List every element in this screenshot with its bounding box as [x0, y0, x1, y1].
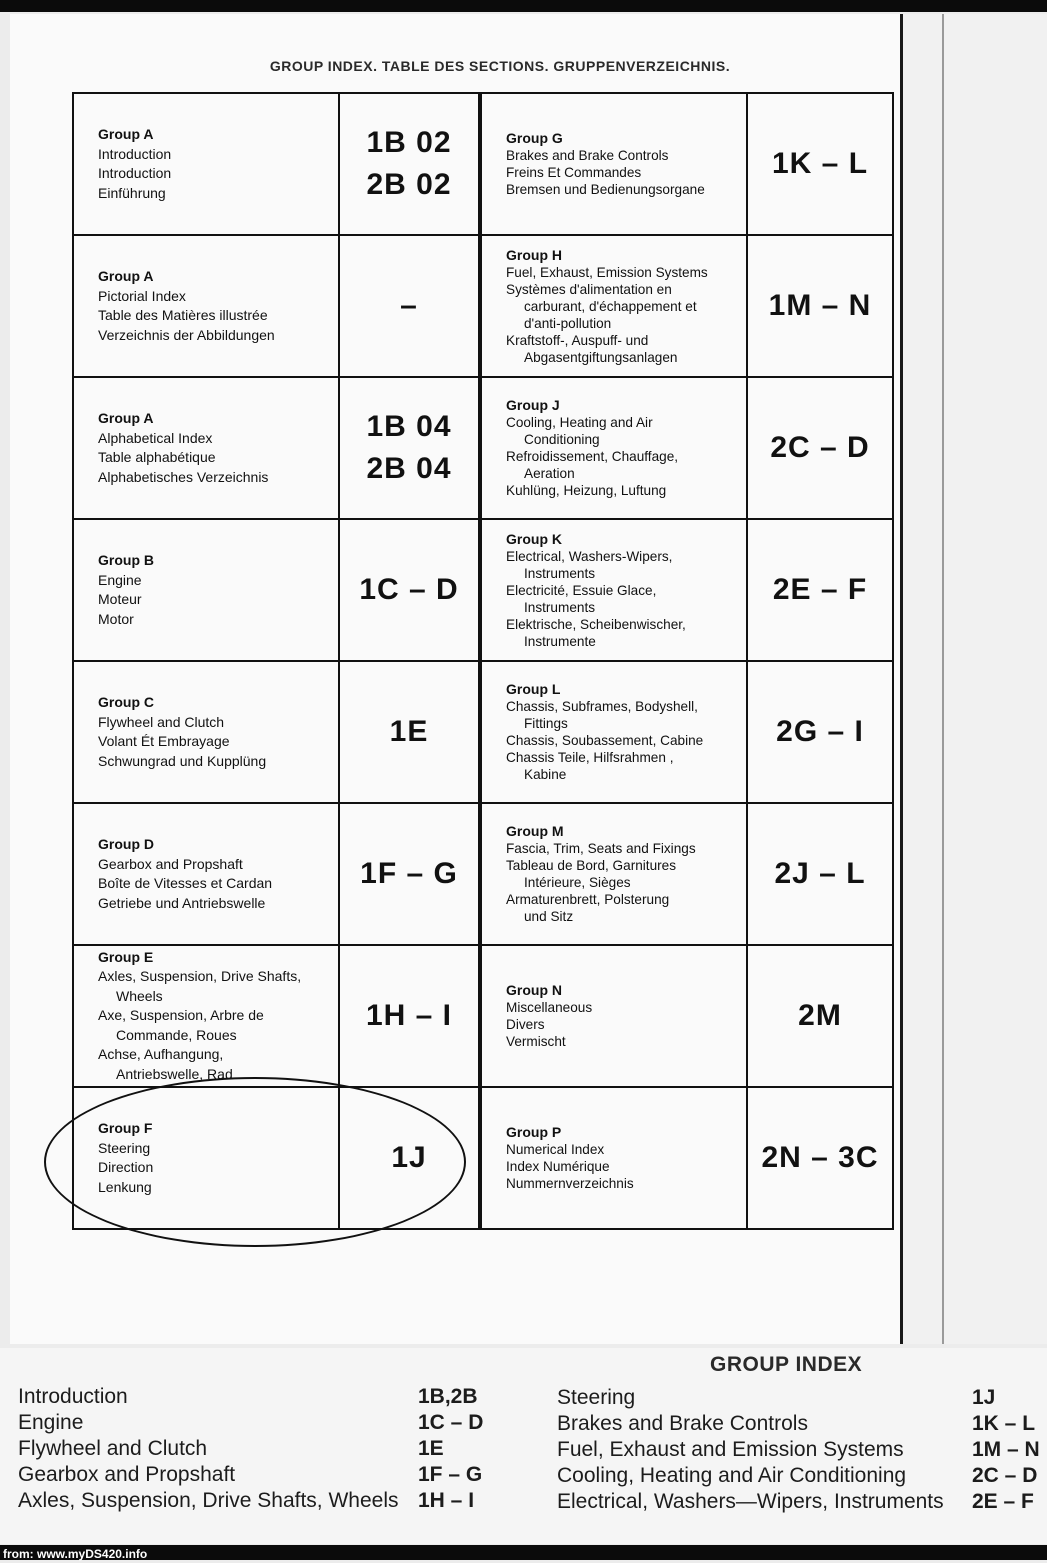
- microfiche-code-cell: [340, 804, 482, 946]
- group-index-table: [72, 92, 894, 1230]
- bottom-index-code: 2E – F: [972, 1490, 1034, 1513]
- microfiche-code: 1B 02: [366, 126, 452, 159]
- bottom-index-entry: [557, 1385, 1047, 1411]
- group-label: Group L: [506, 681, 561, 697]
- bottom-index-code: 1B,2B: [418, 1385, 478, 1408]
- group-title-line: d'anti-pollution: [524, 315, 612, 331]
- group-title-line: Divers: [506, 1017, 545, 1032]
- microfiche-code: 1C – D: [359, 573, 459, 606]
- microfiche-code: 2G – I: [776, 715, 864, 748]
- bottom-index-code: 1H – I: [418, 1489, 475, 1512]
- group-title-line: Conditioning: [524, 432, 600, 447]
- group-title-line: Lenkung: [98, 1178, 152, 1195]
- group-title-line: Motor: [98, 610, 134, 627]
- group-title-line: Instruments: [524, 565, 596, 581]
- microfiche-code-cell: [340, 946, 482, 1088]
- group-description-cell: [482, 1088, 748, 1230]
- bottom-index-label: Flywheel and Clutch: [18, 1437, 208, 1460]
- group-title-line: Commande, Roues: [116, 1026, 237, 1043]
- group-title-line: Alphabetical Index: [98, 429, 213, 446]
- group-title-line: Table des Matières illustrée: [98, 307, 268, 323]
- group-title-line: Kraftstoff-, Auspuff- und: [506, 332, 649, 348]
- group-title-line: und Sitz: [524, 909, 574, 924]
- group-title-line: Introduction: [98, 165, 172, 181]
- bottom-index-label: Brakes and Brake Controls: [557, 1412, 808, 1435]
- microfiche-code-cell: [340, 378, 482, 520]
- group-title-line: Freins Et Commandes: [506, 165, 642, 180]
- group-title-line: Fuel, Exhaust, Emission Systems: [506, 264, 708, 280]
- group-title-line: Instrumente: [524, 633, 596, 649]
- group-title-line: Brakes and Brake Controls: [506, 148, 669, 163]
- group-title-line: Electricité, Essuie Glace,: [506, 582, 657, 598]
- group-title-line: Refroidissement, Chauffage,: [506, 449, 679, 464]
- group-title-line: Numerical Index: [506, 1142, 605, 1157]
- group-title-line: Moteur: [98, 591, 142, 607]
- microfiche-code: 2M: [798, 999, 842, 1032]
- bottom-index-code: 2C – D: [972, 1464, 1038, 1487]
- group-title-line: Cooling, Heating and Air: [506, 415, 653, 430]
- microfiche-code: 2E – F: [772, 573, 868, 606]
- bottom-index-label: Electrical, Washers—Wipers, Instruments: [557, 1490, 944, 1513]
- bottom-index-label: Introduction: [18, 1385, 128, 1408]
- group-title-line: Instruments: [524, 599, 596, 615]
- microfiche-code: 2B 02: [366, 168, 452, 201]
- microfiche-code: 1E: [389, 715, 429, 748]
- bottom-index-entry: [557, 1411, 1047, 1437]
- group-description-cell: [482, 520, 748, 662]
- group-title-line: Aeration: [524, 466, 575, 481]
- group-label: Group E: [98, 948, 154, 965]
- bottom-index-code: 1J: [972, 1386, 996, 1409]
- group-description-cell: [74, 662, 340, 804]
- page-fold-line: [942, 14, 944, 1344]
- group-title-line: Direction: [98, 1159, 154, 1175]
- microfiche-code-cell: [748, 236, 894, 378]
- group-description-cell: [74, 520, 340, 662]
- group-description-cell: [74, 378, 340, 520]
- bottom-index-right-list: [557, 1385, 1047, 1515]
- group-title-line: Introduction: [98, 145, 172, 162]
- steering-highlight-circle: [44, 1077, 466, 1247]
- group-title-line: Einführung: [98, 184, 166, 201]
- group-title-line: Gearbox and Propshaft: [98, 855, 243, 872]
- adjacent-page-edge: [903, 14, 1047, 1344]
- bottom-index-entry: [18, 1462, 518, 1488]
- group-label: Group C: [98, 694, 154, 710]
- page-header: GROUP INDEX. TABLE DES SECTIONS. GRUPPENVERZEICHNIS.: [269, 58, 731, 74]
- group-title-line: Intérieure, Sièges: [524, 875, 631, 890]
- group-title-line: Axles, Suspension, Drive Shafts,: [98, 968, 302, 985]
- group-description-cell: [74, 804, 340, 946]
- group-title-line: Schwungrad und Kupplüng: [98, 752, 267, 769]
- source-footer: [0, 1545, 1047, 1560]
- group-title-line: Nummernverzeichnis: [506, 1176, 634, 1191]
- group-label: Group J: [506, 397, 560, 413]
- group-description-cell: [482, 804, 748, 946]
- group-title-line: Elektrische, Scheibenwischer,: [506, 616, 686, 632]
- group-title-line: Vermischt: [506, 1034, 566, 1049]
- bottom-index-code: 1C – D: [418, 1411, 484, 1434]
- group-title-line: Pictorial Index: [98, 287, 186, 304]
- bottom-index-code: 1M – N: [972, 1438, 1040, 1461]
- group-title-line: Flywheel and Clutch: [98, 713, 225, 730]
- microfiche-code: 1F – G: [360, 857, 458, 890]
- group-title-line: Chassis Teile, Hilfsrahmen ,: [506, 750, 674, 765]
- group-title-line: Getriebe und Antriebswelle: [98, 894, 266, 911]
- microfiche-code-cell: [340, 94, 482, 236]
- bottom-index-entry: [557, 1463, 1047, 1489]
- group-title-line: Kuhlüng, Heizung, Luftung: [506, 483, 667, 498]
- group-title-line: Volant Ét Embrayage: [98, 733, 230, 749]
- bottom-index-entry: [18, 1488, 518, 1514]
- group-description-cell: [482, 236, 748, 378]
- microfiche-code-cell: [748, 946, 894, 1088]
- group-description-cell: [482, 662, 748, 804]
- microfiche-code: 1J: [391, 1141, 427, 1174]
- group-title-line: Armaturenbrett, Polsterung: [506, 892, 670, 907]
- group-label: Group A: [98, 410, 154, 426]
- group-label: Group M: [506, 823, 564, 839]
- microfiche-code-cell: [748, 378, 894, 520]
- microfiche-code-cell: [748, 94, 894, 236]
- group-description-cell: [74, 94, 340, 236]
- group-title-line: Axe, Suspension, Arbre de: [98, 1007, 264, 1024]
- group-title-line: Kabine: [524, 767, 567, 782]
- group-title-line: carburant, d'échappement et: [524, 298, 697, 314]
- microfiche-code: 2N – 3C: [761, 1141, 879, 1174]
- group-description-cell: [482, 946, 748, 1088]
- group-label: Group F: [98, 1120, 153, 1136]
- group-title-line: Achse, Aufhangung,: [98, 1046, 224, 1063]
- group-label: Group D: [98, 836, 154, 852]
- microfiche-code-cell: [748, 662, 894, 804]
- microfiche-code: 2B 04: [366, 452, 452, 485]
- group-title-line: Boîte de Vitesses et Cardan: [98, 875, 273, 891]
- group-title-line: Wheels: [116, 987, 163, 1004]
- microfiche-code: 1K – L: [771, 147, 869, 180]
- bottom-index-left-list: [18, 1384, 518, 1514]
- microfiche-code-cell: [748, 520, 894, 662]
- group-description-cell: [74, 946, 340, 1088]
- source-footer-text: from: www.myDS420.info: [3, 1547, 148, 1561]
- microfiche-code: 2J – L: [774, 857, 866, 890]
- bottom-index-entry: [18, 1384, 518, 1410]
- microfiche-code-cell: [340, 236, 482, 378]
- bottom-index-code: 1E: [418, 1437, 444, 1460]
- bottom-index-label: Axles, Suspension, Drive Shafts, Wheels: [18, 1489, 399, 1512]
- group-label: Group B: [98, 552, 154, 568]
- microfiche-code-cell: [340, 520, 482, 662]
- microfiche-code: 1H – I: [365, 999, 453, 1032]
- group-label: Group A: [98, 268, 154, 284]
- group-title-line: Chassis, Subframes, Bodyshell,: [506, 699, 698, 714]
- bottom-index-label: Gearbox and Propshaft: [18, 1463, 236, 1486]
- group-description-cell: [482, 378, 748, 520]
- microfiche-code-cell: [748, 804, 894, 946]
- bottom-index-entry: [557, 1489, 1047, 1515]
- microfiche-code-cell: [340, 662, 482, 804]
- top-border: [0, 0, 1047, 12]
- group-label: Group A: [98, 126, 154, 142]
- group-title-line: Systèmes d'alimentation en: [506, 281, 672, 297]
- group-title-line: Verzeichnis der Abbildungen: [98, 326, 275, 343]
- group-label: Group K: [506, 530, 562, 547]
- group-title-line: Fascia, Trim, Seats and Fixings: [506, 841, 696, 856]
- group-title-line: Alphabetisches Verzeichnis: [98, 468, 269, 485]
- bottom-index-code: 1F – G: [418, 1463, 483, 1486]
- group-title-line: Chassis, Soubassement, Cabine: [506, 733, 704, 748]
- bottom-index-entry: [557, 1437, 1047, 1463]
- bottom-index-entry: [18, 1436, 518, 1462]
- group-title-line: Electrical, Washers-Wipers,: [506, 548, 673, 564]
- group-title-line: Bremsen und Bedienungsorgane: [506, 182, 705, 197]
- bottom-index-label: Cooling, Heating and Air Conditioning: [557, 1464, 907, 1487]
- group-title-line: Fittings: [524, 716, 568, 731]
- group-label: Group P: [506, 1124, 562, 1140]
- bottom-index-title: GROUP INDEX: [710, 1353, 863, 1376]
- group-label: Group G: [506, 130, 563, 146]
- group-title-line: Abgasentgiftungsanlagen: [524, 349, 678, 365]
- bottom-index-label: Steering: [557, 1386, 636, 1409]
- bottom-index-label: Engine: [18, 1411, 84, 1434]
- microfiche-code: 1B 04: [366, 410, 452, 443]
- group-title-line: Table alphabétique: [98, 449, 216, 465]
- microfiche-code: 2C – D: [770, 431, 870, 464]
- bottom-index-entry: [18, 1410, 518, 1436]
- group-title-line: Steering: [98, 1139, 151, 1156]
- group-title-line: Miscellaneous: [506, 1000, 593, 1015]
- group-title-line: Index Numérique: [506, 1159, 610, 1174]
- group-label: Group H: [506, 246, 562, 263]
- group-label: Group N: [506, 982, 562, 998]
- group-description-cell: [74, 236, 340, 378]
- group-title-line: Engine: [98, 571, 142, 588]
- microfiche-code: 1M – N: [768, 289, 872, 322]
- bottom-index-code: 1K – L: [972, 1412, 1036, 1435]
- microfiche-code-cell: [748, 1088, 894, 1230]
- bottom-index-label: Fuel, Exhaust and Emission Systems: [557, 1438, 904, 1461]
- group-title-line: Antriebswelle, Rad: [116, 1065, 233, 1082]
- group-description-cell: [482, 94, 748, 236]
- group-title-line: Tableau de Bord, Garnitures: [506, 858, 677, 873]
- microfiche-code: –: [400, 289, 418, 322]
